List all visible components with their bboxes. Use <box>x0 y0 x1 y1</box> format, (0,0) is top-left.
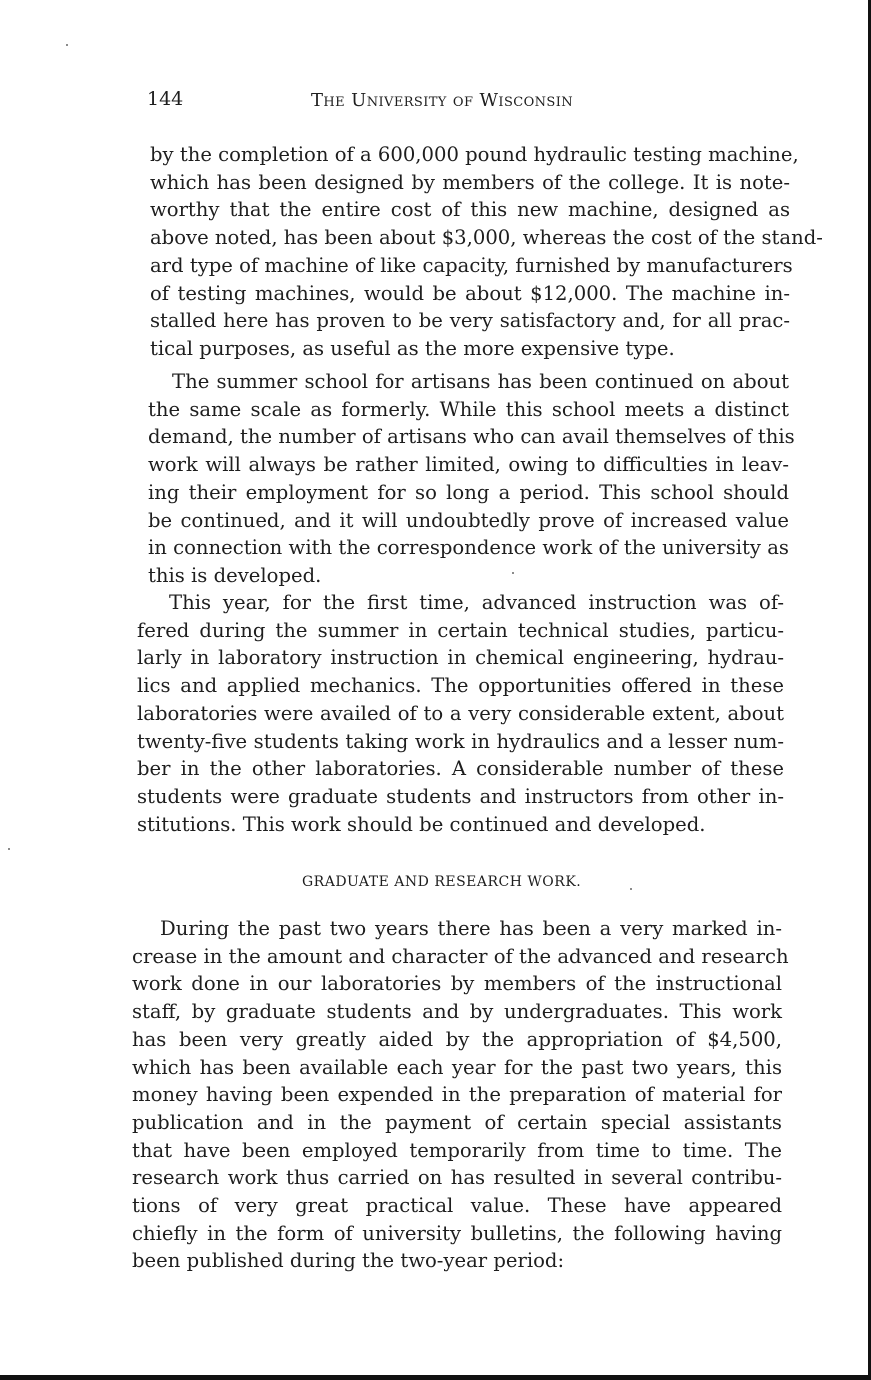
text-line: tions of very great practical value. These have appeared <box>132 1194 782 1218</box>
text-line: by the completion of a 600,000 pound hydraulic testing machine, <box>150 143 799 166</box>
text-line: demand, the number of artisans who can avail themselves of this <box>148 425 795 449</box>
page-header <box>147 88 761 118</box>
text-line: staff, by graduate students and by undergraduates. This work <box>132 1000 782 1024</box>
text-line: worthy that the entire cost of this new machine, designed as <box>150 198 790 222</box>
text-line: work will always be rather limited, owing to difficulties in leav- <box>148 453 789 477</box>
text-line: money having been expended in the preparation of material for <box>132 1083 782 1107</box>
text-line: has been very greatly aided by the appropriation of $4,500, <box>132 1027 782 1051</box>
text-line: work done in our laboratories by members of the instructional <box>132 972 782 996</box>
text-line: ing their employment for so long a period. This school should <box>148 480 789 504</box>
text-line: the same scale as formerly. While this school meets a distinct <box>148 397 789 421</box>
text-line: crease in the amount and character of the advanced and research <box>132 944 789 968</box>
text-line: publication and in the payment of certain special assistants <box>132 1110 782 1134</box>
paragraph-summer-school-artisans <box>148 368 795 590</box>
text-line: that have been employed temporarily from time to time. The <box>132 1138 782 1162</box>
text-line: ber in the other laboratories. A considerable number of these <box>137 757 784 781</box>
text-line: which has been designed by members of the college. It is note- <box>150 170 790 194</box>
text-line: tical purposes, as useful as the more expensive type. <box>150 336 675 360</box>
text-line: be continued, and it will undoubtedly prove of increased value <box>148 508 789 532</box>
scan-speck <box>8 848 10 850</box>
text-line: fered during the summer in certain technical studies, particu- <box>137 618 784 642</box>
page-scan-edge-bottom <box>0 1375 871 1380</box>
page-number: 144 <box>147 88 184 110</box>
text-line: research work thus carried on has resulted in several contribu- <box>132 1166 782 1190</box>
section-heading: GRADUATE AND RESEARCH WORK. <box>302 874 582 890</box>
text-line: chiefly in the form of university bulletins, the following having <box>132 1221 782 1245</box>
paragraph-testing-machine <box>150 141 823 363</box>
text-line: in connection with the correspondence work of the university as <box>148 536 789 560</box>
text-line: above noted, has been about $3,000, whereas the cost of the stand- <box>150 226 823 250</box>
scan-speck <box>630 888 632 890</box>
paragraph-advanced-instruction <box>137 589 784 838</box>
text-line: stalled here has proven to be very satisfactory and, for all prac- <box>150 309 790 333</box>
text-line: ard type of machine of like capacity, furnished by manufacturers <box>150 253 793 277</box>
text-line: larly in laboratory instruction in chemical engineering, hydrau- <box>137 646 784 670</box>
text-line: twenty-five students taking work in hydraulics and a lesser num- <box>137 729 784 753</box>
text-line: laboratories were availed of to a very considerable extent, about <box>137 701 784 725</box>
text-line: stitutions. This work should be continued and developed. <box>137 812 706 836</box>
text-line: students were graduate students and instructors from other in- <box>137 784 784 808</box>
text-line: The summer school for artisans has been continued on about <box>172 370 789 393</box>
running-head-title: The University of Wisconsin <box>311 90 574 111</box>
paragraph-graduate-research <box>132 915 789 1275</box>
text-line: which has been available each year for the past two years, this <box>132 1055 782 1079</box>
text-line: been published during the two-year period: <box>132 1249 565 1273</box>
text-line: of testing machines, would be about $12,000. The machine in- <box>150 281 790 305</box>
scan-speck <box>66 44 68 46</box>
text-line: This year, for the first time, advanced instruction was of- <box>169 591 784 614</box>
text-line: this is developed. <box>148 563 322 587</box>
text-line: lics and applied mechanics. The opportunities offered in these <box>137 674 784 698</box>
text-line: During the past two years there has been a very marked in- <box>160 917 782 940</box>
